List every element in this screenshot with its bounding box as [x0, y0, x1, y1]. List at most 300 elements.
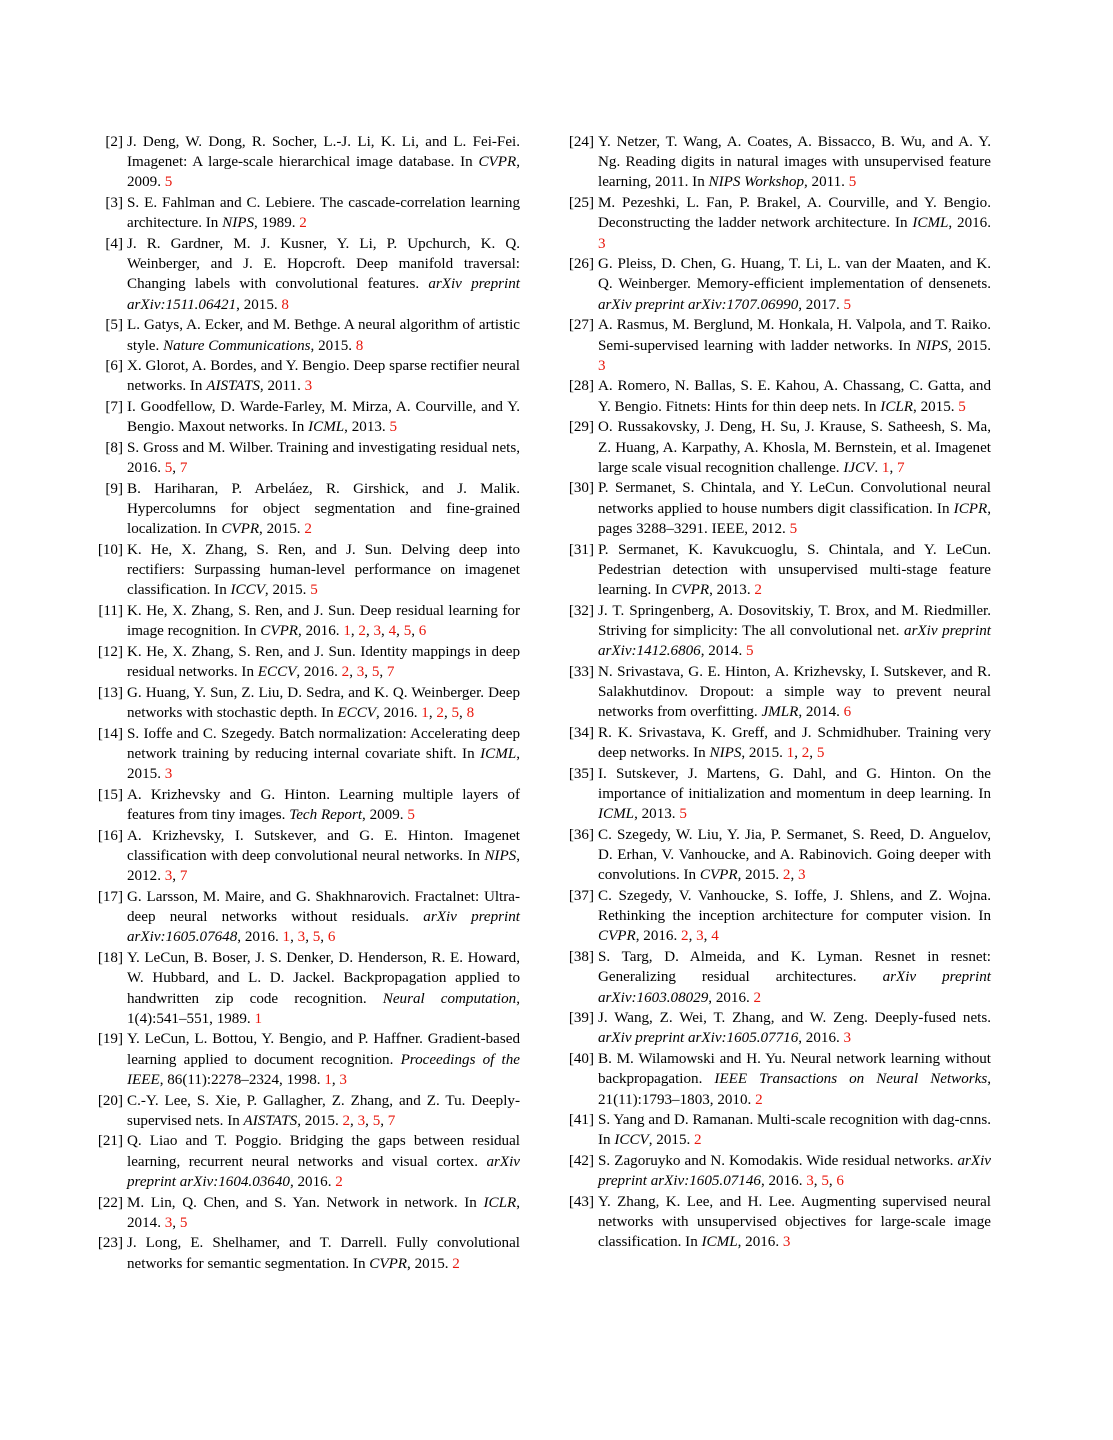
reference-venue: arXiv preprint arXiv:1511.06421 [127, 276, 520, 313]
reference-text-segment: , [364, 664, 372, 681]
reference-text [598, 195, 991, 251]
reference-text-segment: , [889, 459, 897, 476]
reference-text [127, 685, 520, 721]
reference-text-segment: , 2016. [296, 664, 342, 681]
reference-entry [561, 376, 991, 416]
reference-text [598, 603, 991, 659]
reference-text [598, 888, 991, 944]
reference-venue: ICLR [880, 398, 914, 415]
page-backlink[interactable]: 3 [696, 928, 704, 945]
reference-venue: ECCV [257, 664, 297, 681]
reference-number: [43] [568, 1194, 594, 1211]
reference-venue: Proceedings of the IEEE [127, 1051, 520, 1088]
reference-text-segment: , 2015. [127, 746, 520, 783]
reference-text-segment: Q. Liao and T. Poggio. Bridging the gaps between residual learning, recurrent neural networks and visual cortex. [127, 1133, 520, 1170]
reference-text [127, 195, 520, 231]
reference-text-segment: P. Sermanet, K. Kavukcuoglu, S. Chintala, and Y. LeCun. Pedestrian detection with unsupervised multi-stage feature learning. In [598, 541, 991, 598]
reference-number: [7] [105, 399, 123, 416]
reference-entry [90, 193, 520, 233]
page-backlink[interactable]: 6 [836, 1173, 844, 1190]
page-backlink[interactable]: 1 [786, 745, 795, 762]
reference-entry [561, 1192, 991, 1253]
reference-text [127, 236, 520, 313]
reference-text [127, 1031, 520, 1087]
page-backlink[interactable]: 5 [789, 520, 798, 537]
reference-entry [561, 723, 991, 763]
page-backlink[interactable]: 8 [355, 337, 364, 354]
page-backlink[interactable]: 3 [782, 1234, 791, 1251]
page-backlink[interactable]: 2 [335, 1173, 343, 1190]
reference-number: [30] [568, 480, 594, 497]
reference-entry [561, 254, 991, 315]
page-backlink[interactable]: 3 [357, 1112, 366, 1129]
reference-text-segment: , 2012. [127, 848, 520, 885]
reference-text-segment: , [365, 1112, 373, 1129]
reference-text-segment: , [703, 928, 712, 945]
reference-text-segment: , 2011. [259, 378, 305, 395]
reference-number: [41] [568, 1112, 594, 1129]
reference-text-segment: , [365, 623, 374, 640]
reference-text-segment: , 2015. [407, 1255, 453, 1272]
reference-text-segment: C.-Y. Lee, S. Xie, P. Gallagher, Z. Zhang, and Z. Tu. Deeply-supervised nets. In [127, 1092, 520, 1129]
page-backlink[interactable]: 2 [782, 867, 791, 884]
reference-text-segment: , [688, 928, 697, 945]
page-backlink[interactable]: 4 [711, 928, 719, 945]
reference-number: [34] [568, 724, 594, 741]
reference-text-segment: S. Zagoruyko and N. Komodakis. Wide residual networks. [598, 1153, 958, 1170]
reference-text [127, 399, 520, 435]
reference-venue: Tech Report [289, 807, 363, 824]
reference-entry [561, 764, 991, 825]
page-backlink[interactable]: 7 [179, 460, 188, 477]
page-backlink[interactable]: 7 [896, 459, 905, 476]
reference-text-segment: J. Deng, W. Dong, R. Socher, L.-J. Li, K. Li, and L. Fei-Fei. Imagenet: A large-scale hierarchical image database. In [127, 134, 520, 171]
reference-text-segment: , [172, 460, 180, 477]
reference-venue: NIPS [484, 848, 517, 865]
reference-entry [561, 886, 991, 947]
reference-text-segment: , 2016. [635, 928, 682, 945]
reference-venue: NIPS [916, 337, 948, 354]
reference-text-segment: , 2016. [708, 989, 754, 1006]
page-backlink[interactable]: 7 [387, 1112, 396, 1129]
page-backlink[interactable]: 3 [164, 868, 173, 885]
reference-venue: CVPR [369, 1255, 408, 1272]
page-backlink[interactable]: 5 [372, 1112, 381, 1129]
reference-text-segment: , 2016. [737, 1234, 783, 1251]
reference-text-segment: , 2014. [700, 643, 746, 660]
reference-text-segment: , [411, 623, 419, 640]
page-backlink[interactable]: 5 [816, 745, 825, 762]
reference-text-segment: C. Szegedy, V. Vanhoucke, S. Ioffe, J. Shlens, and Z. Wojna. Rethinking the inception architecture for computer vision. In [598, 888, 991, 925]
reference-venue: arXiv preprint arXiv:1605.07146 [598, 1153, 991, 1190]
reference-text [598, 664, 991, 720]
reference-number: [35] [568, 765, 594, 782]
reference-entry [90, 642, 520, 682]
page-backlink[interactable]: 1 [324, 1071, 332, 1088]
reference-number: [31] [568, 541, 594, 558]
reference-text-segment: , 21(11):1793–1803, 2010. [598, 1071, 991, 1108]
reference-text [598, 1010, 991, 1046]
page-backlink[interactable]: 5 [312, 929, 321, 946]
reference-number: [14] [97, 725, 123, 742]
reference-entry [561, 662, 991, 723]
reference-text-segment: K. He, X. Zhang, S. Ren, and J. Sun. Delving deep into rectifiers: Surpassing human-level performance on imagenet classification. In [127, 542, 520, 599]
reference-text-segment: J. Long, E. Shelhamer, and T. Darrell. Fully convolutional networks for semantic segmentation. In [127, 1235, 520, 1272]
page-backlink[interactable]: 2 [304, 521, 312, 538]
reference-entry [90, 1193, 520, 1233]
reference-text-segment: , [813, 1173, 822, 1190]
page-backlink[interactable]: 5 [679, 806, 687, 823]
reference-text [127, 481, 520, 537]
reference-entry [561, 601, 991, 662]
page-backlink[interactable]: 3 [297, 929, 306, 946]
reference-entry [90, 1233, 520, 1273]
reference-venue: ICCV [230, 582, 265, 599]
page-backlink[interactable]: 5 [407, 807, 415, 824]
reference-text-segment: , [172, 1214, 180, 1231]
page-backlink[interactable]: 5 [848, 174, 857, 191]
reference-text [127, 726, 520, 782]
reference-venue: NIPS [709, 745, 742, 762]
reference-text-segment: , 2016. [376, 705, 422, 722]
reference-text [598, 378, 991, 414]
reference-entry [561, 825, 991, 886]
reference-entry [90, 479, 520, 540]
reference-number: [9] [105, 480, 123, 497]
reference-text-segment: G. Pleiss, D. Chen, G. Huang, T. Li, L. van der Maaten, and K. Q. Weinberger. Memory-efficient implementation of densenets. [598, 256, 991, 293]
reference-text-segment: , [809, 745, 817, 762]
reference-text-segment: , 2015. [737, 867, 783, 884]
reference-number: [13] [97, 684, 123, 701]
reference-number: [37] [568, 888, 594, 905]
reference-text-segment: , [794, 745, 802, 762]
page-backlink[interactable]: 8 [466, 705, 475, 722]
reference-text-segment: A. Krizhevsky and G. Hinton. Learning multiple layers of features from tiny images. [127, 787, 520, 824]
reference-venue: IJCV [843, 459, 875, 476]
reference-text-segment: Y. Netzer, T. Wang, A. Coates, A. Bissacco, B. Wu, and A. Y. Ng. Reading digits in natural images with unsupervised feature learning, 2011. In [598, 134, 991, 191]
reference-text-segment: J. Wang, Z. Wei, T. Zhang, and W. Zeng. Deeply-fused nets. [598, 1010, 991, 1027]
reference-text-segment: , [828, 1173, 837, 1190]
reference-entry [561, 132, 991, 193]
reference-text [598, 256, 991, 312]
reference-number: [12] [97, 644, 123, 661]
reference-text-segment: , 2015. [259, 521, 305, 538]
page-backlink[interactable]: 3 [164, 766, 173, 783]
reference-entry [90, 724, 520, 785]
page-backlink[interactable]: 2 [341, 664, 350, 681]
reference-text [127, 1133, 520, 1189]
reference-text-segment: , [379, 664, 387, 681]
reference-text [127, 644, 520, 680]
reference-venue: JMLR [761, 704, 799, 721]
page-backlink[interactable]: 5 [164, 460, 173, 477]
references-left-column [90, 132, 520, 1274]
reference-venue: ICML [308, 419, 345, 436]
page-backlink[interactable]: 8 [281, 296, 289, 313]
page-backlink[interactable]: 2 [753, 989, 762, 1006]
page-backlink[interactable]: 1 [282, 929, 291, 946]
reference-text-segment: O. Russakovsky, J. Deng, H. Su, J. Krause, S. Satheesh, S. Ma, Z. Huang, A. Karpathy, A. Khosla, M. Bernstein, et al. Imagenet large scale visual recognition challenge. [598, 419, 991, 476]
reference-number: [23] [97, 1235, 123, 1252]
reference-text [598, 542, 991, 598]
reference-text [127, 603, 520, 639]
page-backlink[interactable]: 2 [342, 1112, 351, 1129]
page-backlink[interactable]: 1 [881, 459, 890, 476]
reference-number: [10] [97, 542, 123, 559]
reference-entry [561, 540, 991, 601]
reference-number: [42] [568, 1153, 594, 1170]
reference-entry [561, 315, 991, 376]
reference-venue: CVPR [598, 928, 636, 945]
page-backlink[interactable]: 3 [339, 1071, 347, 1088]
page-backlink[interactable]: 3 [806, 1173, 814, 1190]
page-backlink[interactable]: 5 [451, 705, 460, 722]
reference-text-segment: C. Szegedy, W. Liu, Y. Jia, P. Sermanet, S. Reed, D. Anguelov, D. Erhan, V. Vanhoucke, and A. Rabinovich. Going deeper with convolutions. In [598, 826, 991, 884]
page-backlink[interactable]: 5 [746, 643, 754, 660]
reference-text-segment: N. Srivastava, G. E. Hinton, A. Krizhevsky, I. Sutskever, and R. Salakhutdinov. Dropout: a simple way to prevent neural networks from overfitting. [598, 663, 991, 721]
reference-entry [90, 356, 520, 396]
page-backlink[interactable]: 6 [327, 929, 336, 946]
reference-text-segment: , [305, 929, 313, 946]
reference-number: [22] [97, 1194, 123, 1211]
reference-number: [17] [97, 889, 123, 906]
reference-text-segment: A. Krizhevsky, I. Sutskever, and G. E. Hinton. Imagenet classification with deep convolutional neural networks. In [127, 827, 520, 865]
reference-text-segment: X. Glorot, A. Bordes, and Y. Bengio. Deep sparse rectifier neural networks. In [127, 358, 520, 395]
page-backlink[interactable]: 3 [356, 664, 365, 681]
reference-number: [6] [105, 358, 123, 375]
reference-text [598, 480, 991, 536]
reference-text-segment: , 1(4):541–551, 1989. [127, 990, 520, 1027]
reference-text-segment: , 2016. [948, 215, 991, 232]
reference-text-segment: , 2011. [804, 174, 849, 191]
reference-entry [90, 601, 520, 641]
reference-text-segment: R. K. Srivastava, K. Greff, and J. Schmidhuber. Training very deep networks. In [598, 724, 991, 762]
reference-text-segment: , 1989. [254, 215, 300, 232]
reference-text [127, 950, 520, 1027]
reference-text-segment: , 2009. [362, 807, 408, 824]
page-backlink[interactable]: 2 [694, 1132, 702, 1149]
reference-venue: CVPR [671, 581, 710, 598]
reference-text-segment: M. Pezeshki, L. Fan, P. Brakel, A. Courville, and Y. Bengio. Deconstructing the ladder network architecture. In [598, 195, 991, 232]
reference-entry [90, 315, 520, 355]
reference-entry [90, 1091, 520, 1131]
reference-text-segment: , 2016. [237, 929, 283, 946]
reference-text-segment: A. Rasmus, M. Berglund, M. Honkala, H. Valpola, and T. Raiko. Semi-supervised learning with ladder networks. In [598, 317, 991, 354]
reference-text-segment: J. T. Springenberg, A. Dosovitskiy, T. Brox, and M. Riedmiller. Striving for simplicity: The all convolutional net. [598, 602, 991, 639]
reference-number: [39] [568, 1010, 594, 1027]
reference-number: [4] [105, 236, 123, 253]
reference-venue: arXiv preprint arXiv:1605.07648 [127, 909, 520, 946]
reference-text [127, 1195, 520, 1231]
reference-text-segment: , 2015. [297, 1112, 343, 1129]
reference-venue: CVPR [478, 154, 517, 171]
reference-text-segment: , 2016. [298, 623, 344, 640]
reference-text-segment: , 2015. [741, 745, 787, 762]
page-backlink[interactable]: 5 [389, 419, 397, 436]
reference-text [598, 317, 991, 373]
reference-text [127, 358, 520, 394]
reference-text-segment: , [349, 664, 357, 681]
reference-venue: arXiv preprint arXiv:1412.6806 [598, 622, 991, 660]
reference-venue: arXiv preprint arXiv:1707.06990 [598, 296, 799, 313]
reference-number: [25] [568, 195, 594, 212]
reference-text [127, 317, 520, 353]
reference-venue: ICLR [483, 1194, 517, 1211]
reference-number: [5] [105, 317, 123, 334]
page-backlink[interactable]: 3 [164, 1214, 173, 1231]
reference-text-segment: Y. LeCun, B. Boser, J. S. Denker, D. Henderson, R. E. Howard, W. Hubbard, and L. D. Jackel. Backpropagation applied to handwritten zip code recognition. [127, 950, 520, 1007]
reference-number: [38] [568, 949, 594, 966]
reference-text [127, 787, 520, 823]
page-backlink[interactable]: 2 [801, 745, 810, 762]
page-backlink[interactable]: 3 [843, 1030, 852, 1047]
reference-venue: ECCV [337, 705, 377, 722]
reference-number: [36] [568, 826, 594, 843]
reference-entry [90, 683, 520, 723]
reference-text-segment: , [396, 623, 404, 640]
reference-text-segment: , 2016. [289, 1173, 336, 1190]
reference-text [598, 1051, 991, 1107]
reference-text [598, 949, 991, 1005]
reference-text-segment: M. Lin, Q. Chen, and S. Yan. Network in network. In [127, 1194, 484, 1211]
page-backlink[interactable]: 3 [598, 235, 606, 252]
reference-entry [90, 234, 520, 315]
reference-venue: ICML [701, 1234, 738, 1251]
reference-venue: IEEE Transactions on Neural Networks [714, 1071, 988, 1088]
reference-text-segment: I. Goodfellow, D. Warde-Farley, M. Mirza, A. Courville, and Y. Bengio. Maxout networks. In [127, 399, 520, 436]
reference-text [127, 134, 520, 190]
reference-venue: NIPS Workshop [708, 174, 804, 191]
reference-text-segment: , 2015. [236, 296, 282, 313]
reference-venue: arXiv preprint arXiv:1605.07716 [598, 1030, 799, 1047]
reference-number: [26] [568, 256, 594, 273]
reference-venue: Neural computation [382, 990, 517, 1007]
page-backlink[interactable]: 2 [755, 1091, 763, 1108]
reference-entry [90, 887, 520, 948]
reference-text-segment: Y. Zhang, K. Lee, and H. Lee. Augmenting supervised neural networks with unsupervised objectives for large-scale image classification. In [598, 1194, 991, 1251]
reference-number: [8] [105, 440, 123, 457]
reference-text-segment: , 2014. [798, 704, 844, 721]
reference-number: [3] [105, 195, 123, 212]
reference-text-segment: , 2016. [798, 1030, 844, 1047]
reference-venue: CVPR [221, 521, 260, 538]
page-backlink[interactable]: 4 [388, 623, 397, 640]
reference-text-segment: S. Gross and M. Wilber. Training and investigating residual nets, 2016. [127, 440, 520, 477]
reference-text-segment: I. Sutskever, J. Martens, G. Dahl, and G. Hinton. On the importance of initialization and momentum in deep learning. In [598, 765, 991, 802]
page-backlink[interactable]: 5 [958, 398, 966, 415]
page-backlink[interactable]: 2 [299, 215, 307, 232]
page-backlink[interactable]: 7 [179, 868, 188, 885]
reference-text-segment: , [790, 867, 798, 884]
reference-text-segment: , [381, 623, 389, 640]
page-backlink[interactable]: 3 [798, 867, 806, 884]
page-backlink[interactable]: 5 [371, 664, 380, 681]
reference-text [598, 725, 991, 761]
page-backlink[interactable]: 1 [254, 1010, 262, 1027]
page-backlink[interactable]: 2 [452, 1255, 460, 1272]
reference-text-segment: , [331, 1071, 340, 1088]
reference-number: [2] [105, 134, 123, 150]
reference-venue: ICCV [614, 1132, 649, 1149]
reference-number: [40] [568, 1051, 594, 1068]
reference-text [598, 1153, 991, 1189]
reference-text-segment: , [350, 623, 359, 640]
page-backlink[interactable]: 1 [343, 623, 351, 640]
reference-entry [90, 826, 520, 887]
reference-entry [561, 1008, 991, 1048]
reference-text-segment: , 2013. [634, 806, 680, 823]
reference-text-segment: J. R. Gardner, M. J. Kusner, Y. Li, P. Upchurch, K. Q. Weinberger, and J. E. Hopcroft. Deep manifold traversal: Changing labels with convolutional features. [127, 236, 520, 293]
page-backlink[interactable]: 5 [164, 174, 173, 191]
reference-text [127, 440, 520, 476]
reference-number: [18] [97, 950, 123, 967]
page-backlink[interactable]: 6 [418, 623, 427, 640]
page-backlink[interactable]: 3 [304, 378, 313, 395]
reference-text-segment: , 2016. [760, 1173, 807, 1190]
page-backlink[interactable]: 5 [843, 296, 852, 313]
reference-venue: ICML [480, 746, 517, 763]
reference-number: [27] [568, 317, 594, 334]
reference-text-segment: S. Targ, D. Almeida, and K. Lyman. Resnet in resnet: Generalizing residual architectures. [598, 949, 991, 986]
page-backlink[interactable]: 5 [179, 1214, 188, 1231]
reference-text-segment: , [290, 929, 298, 946]
reference-text [127, 889, 520, 945]
reference-text-segment: P. Sermanet, S. Chintala, and Y. LeCun. Convolutional neural networks applied to house numbers digit classification. In [598, 480, 991, 517]
page-backlink[interactable]: 2 [681, 928, 689, 945]
page-backlink[interactable]: 2 [754, 581, 762, 598]
page-backlink[interactable]: 5 [310, 582, 318, 599]
page-backlink[interactable]: 2 [358, 623, 366, 640]
reference-text [127, 828, 520, 884]
reference-text-segment: , 2015. [648, 1132, 695, 1149]
reference-text-segment: , [428, 705, 437, 722]
reference-text-segment: , [380, 1112, 388, 1129]
reference-entry [90, 438, 520, 478]
reference-text-segment: G. Huang, Y. Sun, Z. Liu, D. Sedra, and K. Q. Weinberger. Deep networks with stochastic depth. In [127, 684, 520, 722]
reference-venue: ICPR [953, 500, 988, 517]
reference-text [598, 827, 991, 883]
reference-entry [561, 478, 991, 539]
reference-number: [28] [568, 378, 594, 395]
reference-text-segment: B. M. Wilamowski and H. Yu. Neural network learning without backpropagation. [598, 1051, 991, 1088]
page-backlink[interactable]: 2 [436, 705, 444, 722]
reference-text-segment: , [443, 705, 452, 722]
reference-text-segment: K. He, X. Zhang, S. Ren, and J. Sun. Deep residual learning for image recognition. In [127, 603, 520, 640]
reference-venue: NIPS [222, 215, 254, 232]
page-backlink[interactable]: 5 [403, 623, 412, 640]
reference-number: [32] [568, 602, 594, 619]
reference-entry [90, 1131, 520, 1192]
page-backlink[interactable]: 3 [598, 357, 606, 374]
page-backlink[interactable]: 7 [386, 664, 395, 681]
reference-entry [561, 417, 991, 478]
reference-text-segment: , [172, 868, 180, 885]
reference-number: [20] [97, 1092, 123, 1109]
reference-entry [561, 1151, 991, 1191]
reference-text [598, 134, 991, 190]
page-backlink[interactable]: 1 [421, 705, 429, 722]
reference-venue: arXiv preprint arXiv:1604.03640 [127, 1153, 520, 1190]
reference-venue: ICML [912, 215, 949, 232]
reference-text-segment: S. Yang and D. Ramanan. Multi-scale recognition with dag-cnns. In [598, 1112, 991, 1149]
reference-text-segment: B. Hariharan, P. Arbeláez, R. Girshick, and J. Malik. Hypercolumns for object segmentation and fine-grained localization. In [127, 480, 520, 538]
page-backlink[interactable]: 5 [821, 1173, 829, 1190]
page-backlink[interactable]: 6 [843, 704, 852, 721]
reference-text-segment: , 2015. [310, 337, 356, 354]
reference-text [598, 766, 991, 822]
page-backlink[interactable]: 3 [373, 623, 382, 640]
reference-entry [561, 1049, 991, 1110]
